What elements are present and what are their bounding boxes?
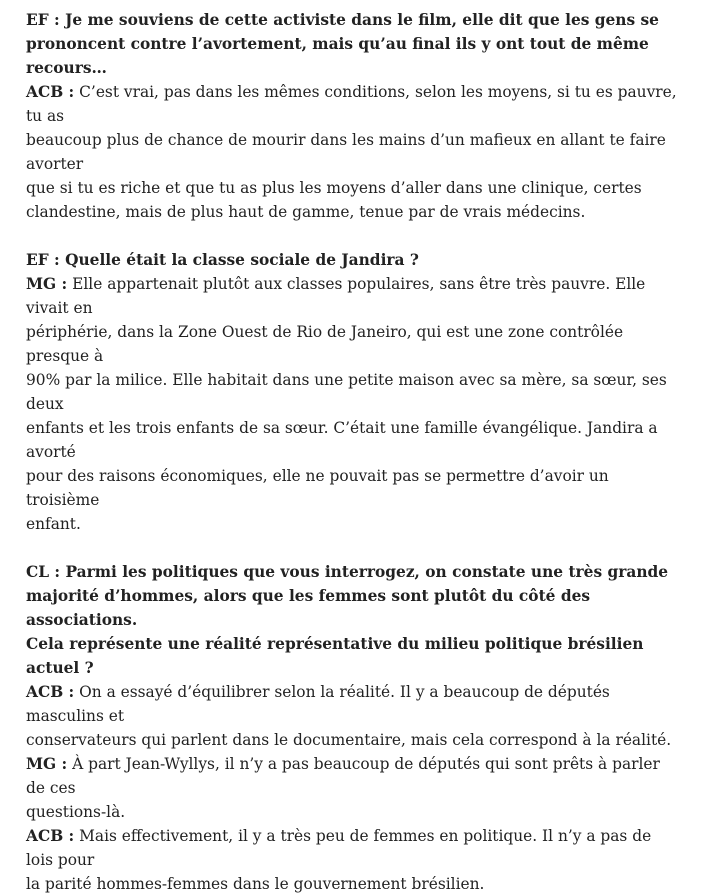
question-text: Cela représente une réalité représentative du milieu politique brésilien actuel ? <box>26 635 644 677</box>
interview-block <box>26 8 680 224</box>
interview-block <box>26 560 680 896</box>
answer-line <box>26 416 680 464</box>
answer-text: questions-là. <box>26 803 126 821</box>
answer-text: enfants et les trois enfants de sa sœur. C’était une famille évangélique. Jandira a avorté <box>26 419 658 461</box>
answer-text: clandestine, mais de plus haut de gamme, tenue par de vrais médecins. <box>26 203 586 221</box>
question-line <box>26 584 680 632</box>
answer-text: Mais effectivement, il y a très peu de femmes en politique. Il n’y a pas de lois pour <box>26 827 652 869</box>
question-line <box>26 632 680 680</box>
answer-line <box>26 512 680 536</box>
answer-text: C’est vrai, pas dans les mêmes conditions, selon les moyens, si tu es pauvre, tu as <box>26 83 677 125</box>
answer-text: 90% par la milice. Elle habitait dans une petite maison avec sa mère, sa sœur, ses deux <box>26 371 667 413</box>
speaker-label: ACB : <box>26 683 75 701</box>
answer-line <box>26 824 680 872</box>
speaker-label: CL : <box>26 563 61 581</box>
answer-line <box>26 680 680 728</box>
answer-line <box>26 800 680 824</box>
answer-text: Elle appartenait plutôt aux classes populaires, sans être très pauvre. Elle vivait en <box>26 275 646 317</box>
speaker-label: EF : <box>26 11 60 29</box>
question-line <box>26 32 680 80</box>
answer-line <box>26 200 680 224</box>
question-text: prononcent contre l’avortement, mais qu’au final ils y ont tout de même recours… <box>26 35 649 77</box>
interview-block <box>26 248 680 536</box>
answer-text: pour des raisons économiques, elle ne pouvait pas se permettre d’avoir un troisième <box>26 467 609 509</box>
answer-line <box>26 752 680 800</box>
answer-line <box>26 872 680 896</box>
question-line <box>26 560 680 584</box>
speaker-label: ACB : <box>26 83 75 101</box>
answer-text: On a essayé d’équilibrer selon la réalité. Il y a beaucoup de députés masculins et <box>26 683 610 725</box>
question-text: Parmi les politiques que vous interrogez, on constate une très grande <box>65 563 669 581</box>
answer-text: la parité hommes-femmes dans le gouvernement brésilien. <box>26 875 485 893</box>
speaker-label: EF : <box>26 251 60 269</box>
answer-line <box>26 728 680 752</box>
answer-text: que si tu es riche et que tu as plus les moyens d’aller dans une clinique, certes <box>26 179 642 197</box>
answer-line <box>26 128 680 176</box>
answer-line <box>26 368 680 416</box>
speaker-label: MG : <box>26 755 68 773</box>
question-text: Quelle était la classe sociale de Jandira ? <box>65 251 419 269</box>
answer-text: beaucoup plus de chance de mourir dans les mains d’un mafieux en allant te faire avorter <box>26 131 666 173</box>
answer-line <box>26 272 680 320</box>
question-line <box>26 8 680 32</box>
answer-text: conservateurs qui parlent dans le documentaire, mais cela correspond à la réalité. <box>26 731 672 749</box>
question-text: Je me souviens de cette activiste dans le film, elle dit que les gens se <box>65 11 659 29</box>
answer-line <box>26 176 680 200</box>
answer-text: périphérie, dans la Zone Ouest de Rio de Janeiro, qui est une zone contrôlée presque à <box>26 323 624 365</box>
answer-text: À part Jean-Wyllys, il n’y a pas beaucoup de députés qui sont prêts à parler de ces <box>26 755 660 797</box>
answer-line <box>26 320 680 368</box>
speaker-label: ACB : <box>26 827 75 845</box>
question-text: majorité d’hommes, alors que les femmes sont plutôt du côté des associations. <box>26 587 591 629</box>
speaker-label: MG : <box>26 275 68 293</box>
answer-line <box>26 464 680 512</box>
answer-text: enfant. <box>26 515 81 533</box>
answer-line <box>26 80 680 128</box>
question-line <box>26 248 680 272</box>
